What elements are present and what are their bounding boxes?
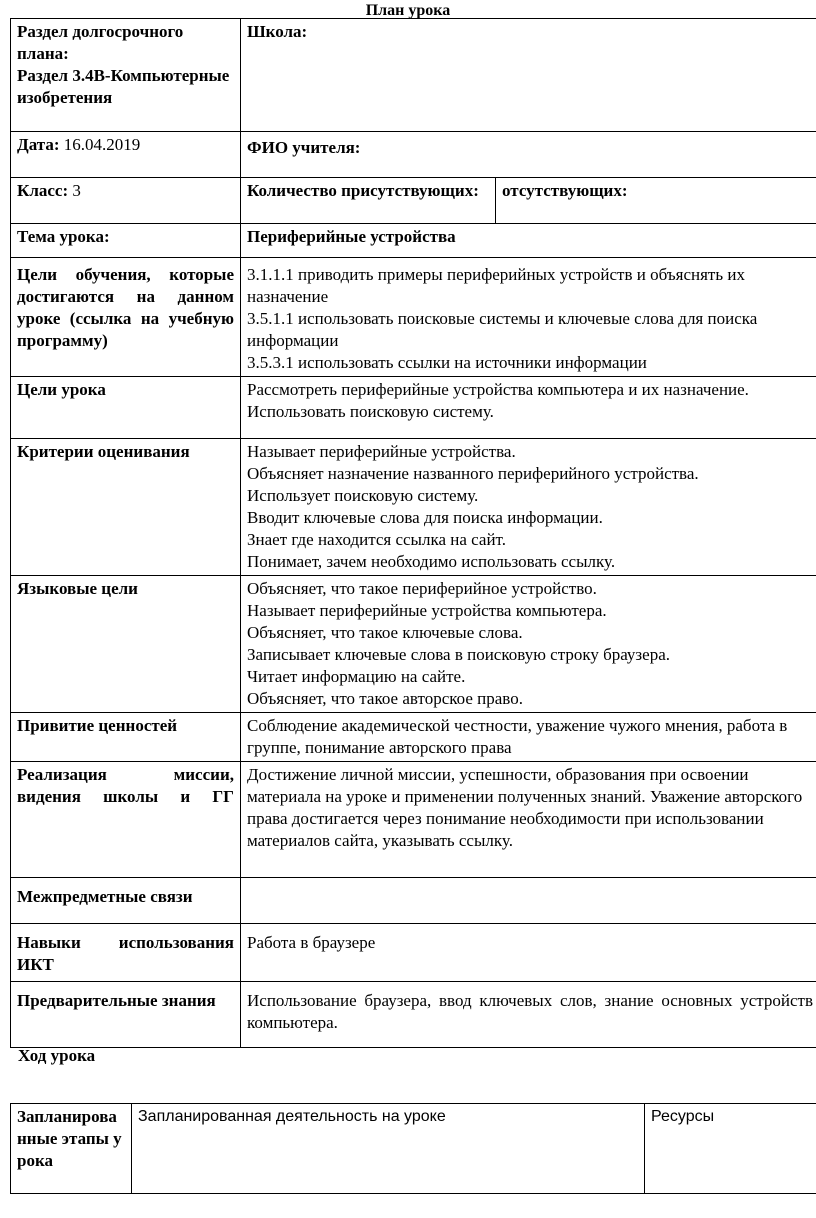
language-item: Называет периферийные устройства компьютера. xyxy=(247,601,607,620)
present-label: Количество присутствующих: xyxy=(241,178,496,224)
flow-header-row xyxy=(11,1104,816,1194)
criteria-item: Знает где находится ссылка на сайт. xyxy=(247,530,506,549)
row-mission xyxy=(11,762,816,878)
ict-text: Работа в браузере xyxy=(241,924,816,982)
criteria-item: Называет периферийные устройства. xyxy=(247,442,516,461)
goals-list xyxy=(241,377,816,439)
prior-text: Использование браузера, ввод ключевых слов, знание основных устройств компьютера. xyxy=(241,982,816,1048)
language-item: Объясняет, что такое ключевые слова. xyxy=(247,623,523,642)
stages-header: Запланированные этапы урока xyxy=(11,1104,132,1194)
mission-label: Реализация миссии, видения школы и ГГ xyxy=(11,762,241,878)
language-item: Объясняет, что такое периферийное устройство. xyxy=(247,579,597,598)
interdisciplinary-text xyxy=(241,878,816,924)
language-item: Записывает ключевые слова в поисковую строку браузера. xyxy=(247,645,670,664)
goal-item: Рассмотреть периферийные устройства компьютера и их назначение. xyxy=(247,380,749,399)
objective-item: 3.5.1.1 использовать поисковые системы и ключевые слова для поиска информации xyxy=(247,309,758,350)
criteria-item: Объясняет назначение названного периферийного устройства. xyxy=(247,464,699,483)
row-criteria xyxy=(11,439,816,576)
criteria-item: Вводит ключевые слова для поиска информации. xyxy=(247,508,603,527)
row-objectives xyxy=(11,258,816,377)
criteria-label: Критерии оценивания xyxy=(11,439,241,576)
row-interdisciplinary xyxy=(11,878,816,924)
activity-header: Запланированная деятельность на уроке xyxy=(132,1104,645,1194)
objective-item: 3.5.3.1 использовать ссылки на источники информации xyxy=(247,353,647,372)
mission-text: Достижение личной миссии, успешности, образования при освоении материала на уроке и применении полученных знаний. Уважение авторского права достигается через понимание необходимости при использовании материалов сайта, указывать ссылку. xyxy=(241,762,816,878)
objectives-label: Цели обучения, которые достигаются на данном уроке (ссылка на учебную программу) xyxy=(11,258,241,377)
goals-label: Цели урока xyxy=(11,377,241,439)
class-label: Класс: xyxy=(17,181,69,200)
row-date xyxy=(11,132,816,178)
lesson-flow-title: Ход урока xyxy=(18,1046,96,1065)
language-item: Читает информацию на сайте. xyxy=(247,667,466,686)
document-title: План урока xyxy=(365,2,451,19)
lesson-flow-table xyxy=(10,1103,816,1194)
row-prior xyxy=(11,982,816,1048)
goal-item: Использовать поисковую систему. xyxy=(247,402,494,421)
teacher-label: ФИО учителя: xyxy=(241,132,816,178)
ict-label: Навыки использования ИКТ xyxy=(11,924,241,982)
date-cell xyxy=(11,132,241,178)
date-label: Дата: xyxy=(17,135,60,154)
objective-item: 3.1.1.1 приводить примеры периферийных устройств и объяснять их назначение xyxy=(247,265,745,306)
lesson-plan-table xyxy=(10,18,816,1048)
school-label: Школа: xyxy=(241,19,816,132)
language-list xyxy=(241,576,816,713)
class-cell xyxy=(11,178,241,224)
values-label: Привитие ценностей xyxy=(11,713,241,762)
language-item: Объясняет, что такое авторское право. xyxy=(247,689,523,708)
row-section xyxy=(11,19,816,132)
topic-value: Периферийные устройства xyxy=(241,224,816,258)
row-goals xyxy=(11,377,816,439)
row-class xyxy=(11,178,816,224)
row-language xyxy=(11,576,816,713)
absent-label: отсутствующих: xyxy=(496,178,816,224)
interdisciplinary-label: Межпредметные связи xyxy=(11,878,241,924)
language-label: Языковые цели xyxy=(11,576,241,713)
row-values xyxy=(11,713,816,762)
values-text: Соблюдение академической честности, уважение чужого мнения, работа в группе, понимание авторского права xyxy=(241,713,816,762)
resources-header: Ресурсы xyxy=(645,1104,816,1194)
row-ict xyxy=(11,924,816,982)
criteria-item: Понимает, зачем необходимо использовать ссылку. xyxy=(247,552,616,571)
row-topic xyxy=(11,224,816,258)
section-label: Раздел долгосрочного плана: Раздел 3.4В-Компьютерные изобретения xyxy=(11,19,241,132)
criteria-list xyxy=(241,439,816,576)
criteria-item: Использует поисковую систему. xyxy=(247,486,479,505)
topic-label: Тема урока: xyxy=(11,224,241,258)
class-value: 3 xyxy=(72,181,81,200)
date-value: 16.04.2019 xyxy=(63,135,141,154)
prior-label: Предварительные знания xyxy=(11,982,241,1048)
objectives-list xyxy=(241,258,816,377)
